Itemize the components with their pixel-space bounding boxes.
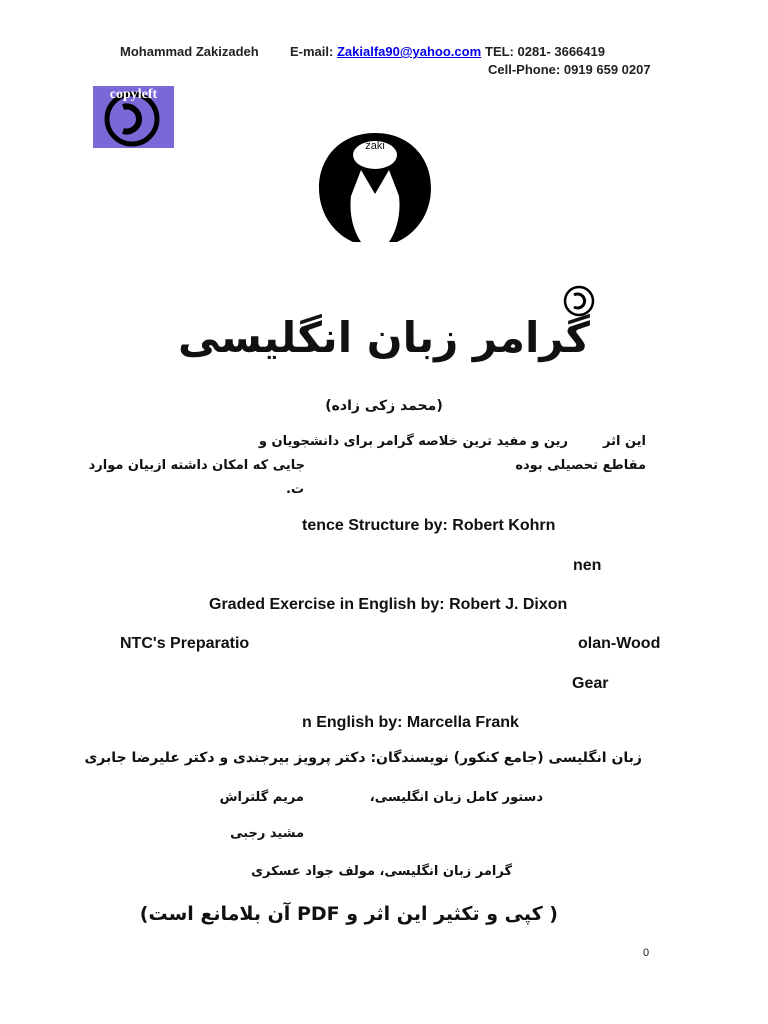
intro-line2-start: مقاطع تحصیلی بوده — [515, 458, 646, 473]
zaki-logo — [315, 130, 435, 245]
author-fa: (محمد زکی زاده) — [325, 398, 443, 414]
reference-2: nen — [573, 557, 602, 574]
reference-1: tence Structure by: Robert Kohrn — [302, 517, 556, 534]
email-line — [290, 44, 481, 59]
reference-5: Gear — [572, 675, 609, 692]
reference-4-end: olan-Wood — [578, 635, 661, 652]
intro-line1-rest: رین و مفید ترین خلاصه گرامر برای دانشجویان و — [258, 434, 568, 449]
intro-line2-rest: جایی که امکان داشته ازبیان موارد — [88, 458, 305, 473]
page-title: گرامر زبان انگلیسی — [177, 313, 590, 362]
copyleft-badge — [93, 86, 174, 148]
intro-line1-start: این اثر — [603, 434, 646, 449]
copyleft-label: copyleft — [109, 87, 158, 102]
reference-3: Graded Exercise in English by: Robert J. Dixon — [209, 596, 568, 613]
reference-6: n English by: Marcella Frank — [302, 714, 519, 731]
reference-10: گرامر زبان انگلیسی، مولف جواد عسکری — [251, 864, 512, 879]
author-name: Mohammad Zakizadeh — [120, 44, 259, 59]
reference-7: زبان انگلیسی (جامع کنکور) نویسندگان: دکتر پرویز بیرجندی و دکتر علیرضا جابری — [84, 750, 642, 766]
reference-8-title: دستور کامل زبان انگلیسی، — [369, 790, 543, 805]
intro-line3: ت. — [286, 482, 305, 497]
zaki-logo-label: zaki — [365, 140, 385, 152]
email-link[interactable]: Zakialfa90@yahoo.com — [336, 44, 482, 59]
page-number: 0 — [643, 947, 650, 959]
cell-phone-text: Cell-Phone: 0919 659 0207 — [488, 62, 651, 77]
email-label: E-mail: — [290, 44, 334, 59]
reference-4-start: NTC's Preparatio — [120, 635, 250, 652]
copy-permission-note: ( کپی و تکثیر این اثر و PDF آن بلامانع است) — [139, 903, 558, 925]
tel-text: TEL: 0281- 3666419 — [485, 44, 605, 59]
reference-8-author: مریم گلتراش — [219, 790, 304, 805]
reference-9: مشید رجبی — [230, 826, 304, 841]
